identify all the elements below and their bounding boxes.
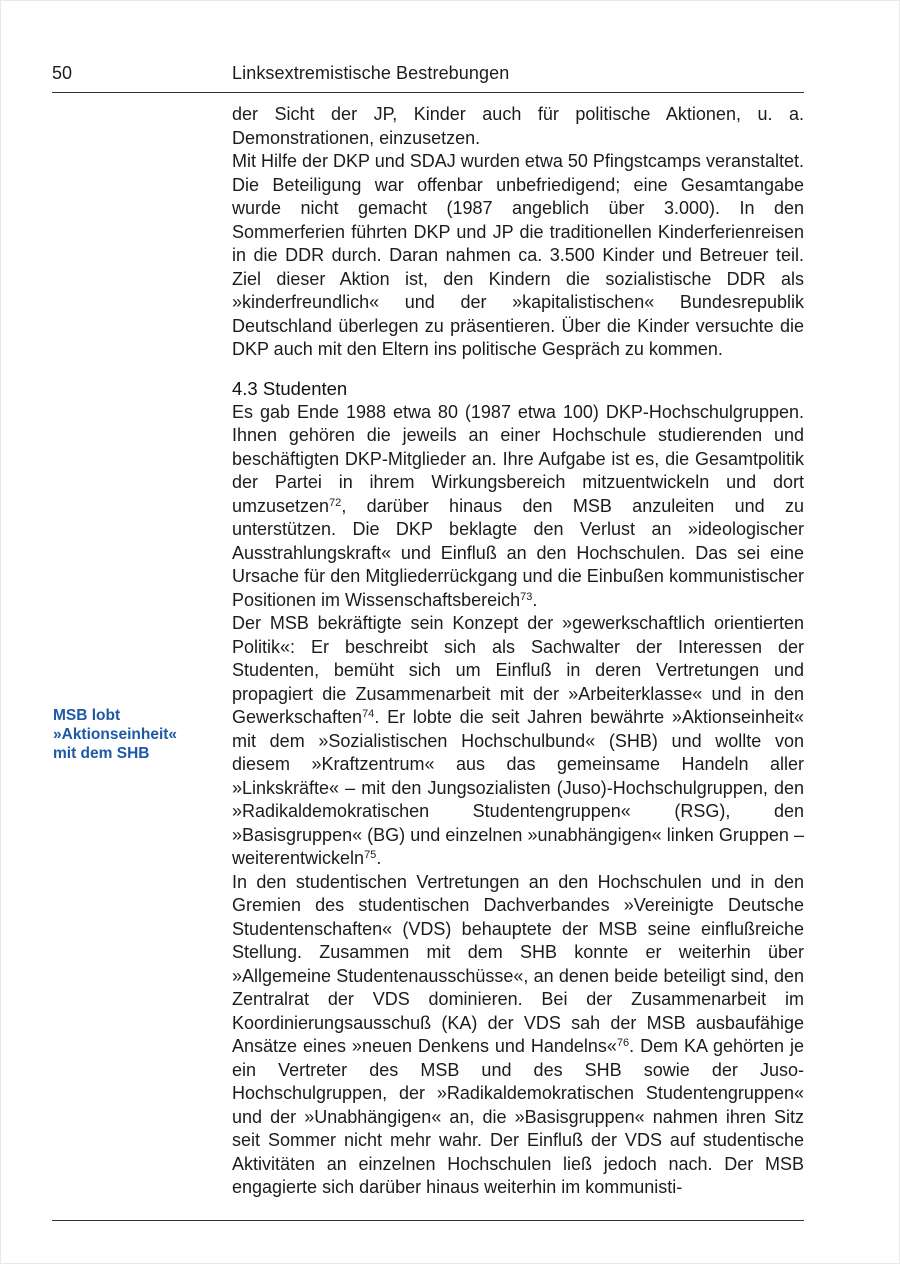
paragraph-vds bbox=[232, 871, 804, 1200]
text-run: . bbox=[376, 848, 382, 868]
main-text-column bbox=[232, 103, 804, 1200]
page-number: 50 bbox=[52, 63, 73, 83]
page-header bbox=[52, 62, 804, 86]
text-run: In den studentischen Vertretungen an den Hochschulen und in den Gremien des studentischen Dachverbandes »Vereinigte Deutsche Studentenschaften« (VDS) behauptete der MSB seine einflußreiche Stellung. Zusammen mit dem SHB konnte er weiterhin über »Allgemeine Studentenausschüsse«, an denen beide beteiligt sind, den Zentralrat der VDS dominieren. Bei der Zusammenarbeit im Koordinierungsausschuß (KA) der VDS sah der MSB ausbaufähige Ansätze eines »neuen Denkens und Handelns« bbox=[232, 871, 804, 1056]
footnote-ref: 75 bbox=[364, 849, 377, 861]
text-run: . bbox=[532, 589, 538, 610]
running-title: Linksextremistische Bestrebungen bbox=[232, 63, 510, 83]
sidenote-line: »Aktionseinheit« bbox=[53, 726, 178, 743]
sidenote-line: MSB lobt bbox=[53, 707, 121, 724]
paragraph-pfingstcamps: Mit Hilfe der DKP und SDAJ wurden etwa 50 Pfingstcamps veranstaltet. Die Beteiligung war offenbar unbefriedigend; eine Gesamtangabe wurde nicht gemacht (1987 angeblich über 3.000). In den Sommerferien führten DKP und JP die traditionellen Kinderferienreisen in die DDR durch. Daran nahmen ca. 3.500 Kinder und Betreuer teil. Ziel dieser Aktion ist, den Kindern die sozialistische DDR als »kinderfreundlich« und der »kapitalistischen« Bundesrepublik Deutschland überlegen zu präsentieren. Über die Kinder versuchte die DKP auch mit den Eltern ins politische Gespräch zu kommen. bbox=[232, 151, 804, 359]
sidenote-line: mit dem SHB bbox=[53, 745, 150, 762]
footnote-ref: 76 bbox=[616, 1037, 630, 1049]
footnote-ref: 73 bbox=[520, 590, 533, 603]
text-run: Es gab Ende 1988 etwa 80 (1987 etwa 100) DKP-Hochschulgruppen. Ihnen gehören die jeweils an einer Hochschule studierenden und beschäftigten DKP-Mitglieder an. Ihre Aufgabe ist es, die Gesamtpolitik der Partei in ihrem Wirkungsbereich mitzuentwickeln und dort umzusetzen bbox=[232, 401, 804, 516]
header-rule bbox=[52, 92, 804, 93]
paragraph-hochschulgruppen bbox=[232, 401, 804, 613]
footer-rule bbox=[52, 1220, 804, 1221]
text-run: Der MSB bekräftigte sein Konzept der »gewerkschaftlich orientierten Politik«: Er beschreibt sich als Sachwalter der Interessen der Studenten, bemüht sich um Einfluß in deren Vertretungen und propagiert die Zusammenarbeit mit der »Arbeiterklasse« und in den Gewerkschaften bbox=[232, 613, 804, 727]
footnote-ref: 74 bbox=[362, 708, 375, 720]
text-run: . Dem KA gehörten je ein Vertreter des MSB und des SHB sowie der Juso-Hochschulgruppen, der »Radikaldemokratischen Studentengruppen« und der »Unabhängigen« an, die »Basisgruppen« nahmen ihren Sitz seit Sommer nicht mehr wahr. Der Einfluß der VDS auf studentische Aktivitäten an einzelnen Hochschulen ließ jedoch nach. Der MSB engagierte sich darüber hinaus weiterhin im kommunisti- bbox=[232, 1036, 804, 1197]
margin-sidenote bbox=[53, 706, 223, 763]
text-run: , darüber hinaus den MSB anzuleiten und zu unterstützen. Die DKP beklagte den Verlust an »ideologischer Ausstrahlungskraft« und Einfluß an den Hochschulen. Das sei eine Ursache für den Mitgliederrückgang und die Einbußen kommunistischer Positionen im Wissenschaftsbereich bbox=[232, 495, 804, 610]
paragraph-continuation: der Sicht der JP, Kinder auch für politische Aktionen, u. a. Demonstrationen, einzusetzen. bbox=[232, 104, 804, 148]
footnote-ref: 72 bbox=[329, 496, 342, 509]
section-heading: 4.3 Studenten bbox=[232, 377, 348, 399]
paragraph-msb-konzept bbox=[232, 612, 804, 871]
text-run: . Er lobte die seit Jahren bewährte »Aktionseinheit« mit dem »Sozialistischen Hochschulbund« (SHB) und wollte von diesem »Kraftzentrum« aus das gemeinsame Handeln aller »Linkskräfte« – mit den Jungsozialisten (Juso)-Hochschulgruppen, den »Radikaldemokratischen Studentengruppen« (RSG), den »Basisgruppen« (BG) und einzelnen »unabhängigen« linken Gruppen – weiterentwickeln bbox=[232, 707, 804, 868]
